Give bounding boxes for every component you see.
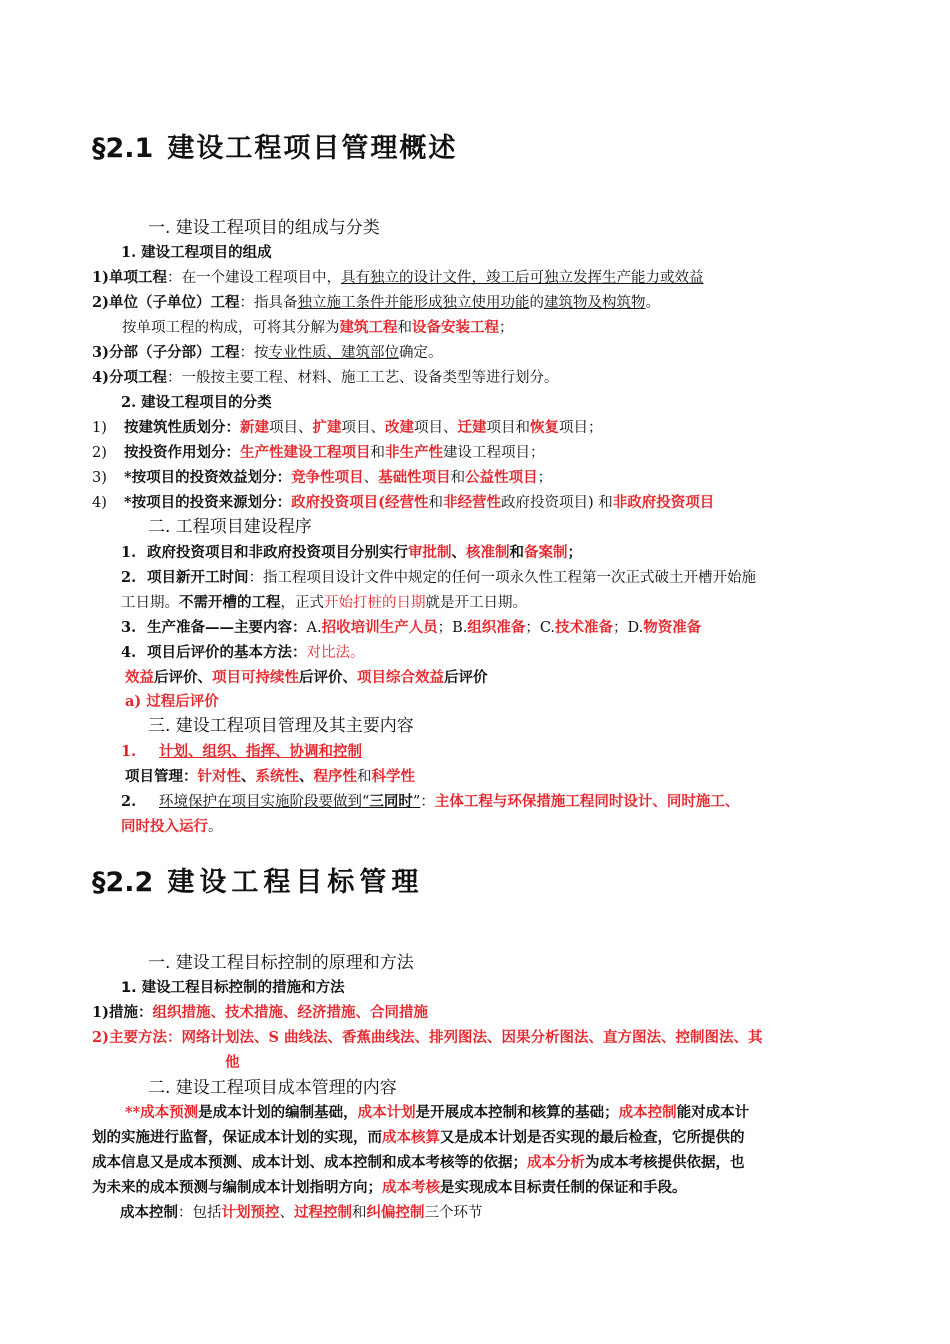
line-single-project [92, 268, 703, 288]
text: 是实现成本目标责任制的保证和手段。 [440, 1179, 687, 1196]
text: ：在一个建设工程项目中， [166, 270, 341, 286]
highlight: 针对性 [197, 768, 241, 785]
text: ：一般按主要工程、材料、施工工艺、设备类型等进行划分。 [166, 370, 559, 386]
line-decomposition [122, 318, 514, 338]
term-label: 4)分项工程 [92, 369, 167, 386]
highlight: 成本分析 [527, 1154, 585, 1171]
heading-composition-classification: 一. 建设工程项目的组成与分类 [148, 218, 380, 238]
term-label: 1)单项工程 [92, 269, 167, 286]
heading-cost-management: 二. 建设工程项目成本管理的内容 [148, 1078, 397, 1098]
text: 。 [208, 819, 223, 835]
text: ：包括 [178, 1205, 222, 1221]
highlight: 程序性 [313, 768, 357, 785]
heading-project-management: 三. 建设工程项目管理及其主要内容 [148, 716, 414, 736]
highlight: 迁建 [457, 419, 487, 436]
highlight: 项目综合效益 [357, 669, 444, 686]
highlight: 开始打桩的日期 [324, 595, 426, 611]
line-classify-nature [92, 418, 603, 438]
text: 、 [451, 544, 466, 561]
highlight: 非生产性 [385, 444, 443, 461]
line-production-prep [121, 618, 701, 638]
section-2-2-title [92, 866, 423, 900]
highlight: 公益性项目 [465, 469, 538, 486]
line-division-project [92, 343, 442, 363]
term-label: *按项目的投资来源划分： [124, 494, 292, 511]
text: 后评价 [444, 669, 488, 686]
subheading-classification: 2. 建设工程项目的分类 [121, 394, 272, 411]
list-number: 2) [92, 445, 107, 461]
text: ： [420, 794, 435, 810]
highlight: 扩建 [312, 419, 342, 436]
heading-construction-procedure: 二. 工程项目建设程序 [148, 517, 312, 537]
text: ；B. [437, 620, 468, 636]
text: 和 [357, 769, 372, 785]
list-number: 4) [92, 495, 107, 511]
section-2-1-title [92, 132, 457, 166]
text: 为未来的成本预测与编制成本计划指明方向； [92, 1179, 382, 1196]
highlight: 网络计划法、S 曲线法、香蕉曲线法、排列图法、因果分析图法、直方图法、控制图法、其 [181, 1029, 763, 1046]
term-label: 2)主要方法： [92, 1029, 182, 1046]
text: A. [306, 620, 322, 636]
underlined-text: 具有独立的设计文件，竣工后可独立发挥生产能力或效益 [340, 270, 704, 286]
highlight: 生产性建设工程项目 [240, 444, 371, 461]
text: 项目、 [414, 420, 458, 436]
highlight: **成本预测 [125, 1104, 199, 1121]
list-number: 1. [121, 544, 137, 561]
line-three-simultaneous-cont [121, 817, 223, 837]
term-label: 按投资作用划分： [124, 444, 240, 461]
text: 后评价、 [154, 669, 212, 686]
highlight: 纠偏控制 [366, 1204, 425, 1221]
highlight: 技术准备 [555, 619, 614, 636]
list-number: 3) [92, 470, 107, 486]
line-classify-source [92, 493, 714, 513]
term-label: 项目管理： [125, 768, 198, 785]
term-label: 项目后评价的基本方法： [147, 644, 307, 661]
underlined-text: ” [412, 794, 421, 810]
text: 就是开工日期。 [425, 595, 527, 611]
highlight: 计划预控 [221, 1204, 280, 1221]
text: 三个环节 [424, 1205, 483, 1221]
term-label: *按项目的投资效益划分： [124, 469, 292, 486]
highlight: 对比法。 [306, 645, 365, 661]
highlight: 系统性 [255, 768, 299, 785]
text: 是开展成本控制和核算的基础； [415, 1104, 619, 1121]
term-label: 不需开槽的工程 [179, 594, 281, 611]
line-classify-investment-use [92, 443, 545, 463]
list-number: 1. [121, 743, 137, 760]
highlight: 改建 [385, 419, 414, 436]
highlight: 非政府投资项目 [612, 494, 715, 511]
text: 项目、 [269, 420, 313, 436]
text: 按单项工程的构成，可将其分解为 [122, 320, 340, 336]
term-label: 按建筑性质划分： [124, 419, 240, 436]
text: 政府投资项目和非政府投资项目分别实行 [147, 544, 408, 561]
line-main-methods [92, 1028, 762, 1048]
underlined-text: 建筑物及构筑物 [543, 295, 646, 311]
para-cost-line-1 [125, 1103, 749, 1123]
text: ：指具备 [239, 295, 298, 311]
text: 划的实施进行监督，保证成本计划的实现，而 [92, 1129, 382, 1146]
subheading-control-measures: 1. 建设工程目标控制的措施和方法 [121, 980, 345, 996]
text: 、 [363, 470, 379, 486]
para-cost-line-3 [92, 1153, 745, 1173]
text: ；D. [613, 620, 644, 636]
highlight: 新建 [240, 419, 269, 436]
text: 政府投资项目) 和 [500, 495, 613, 511]
line-cost-control [120, 1203, 483, 1223]
text: 为成本考核提供依据，也 [585, 1154, 745, 1171]
highlight: 成本考核 [382, 1179, 440, 1196]
highlight: 竞争性项目 [291, 469, 364, 486]
line-classify-benefit [92, 468, 552, 488]
text: ； [499, 320, 514, 336]
highlight: 基础性项目 [378, 469, 451, 486]
line-approval-system [121, 543, 582, 563]
text: 项目； [559, 420, 603, 436]
text: ：指工程项目设计文件中规定的任何一项永久性工程第一次正式破土开槽开始施 [248, 570, 756, 586]
highlight: 设备安装工程 [412, 319, 499, 336]
highlight: 过程控制 [294, 1204, 352, 1221]
section-number: §2.1 [92, 133, 154, 164]
term-label: 2)单位（子单位）工程 [92, 294, 240, 311]
highlight: 同时投入运行 [121, 818, 208, 835]
list-number: 2. [121, 793, 137, 810]
line-measures [92, 1003, 428, 1023]
highlight: 组织准备 [467, 619, 526, 636]
text: 项目和 [486, 420, 530, 436]
text: 和 [509, 544, 524, 561]
list-number: 2. [121, 569, 137, 586]
text: 又是成本计划是否实现的最后检查，它所提供的 [440, 1129, 745, 1146]
term-label: 生产准备——主要内容： [147, 619, 307, 636]
line-main-methods-cont: 他 [225, 1054, 240, 1071]
text: 和 [397, 320, 412, 336]
section-title-text: 建设工程项目管理概述 [167, 133, 458, 164]
highlight: 审批制 [408, 544, 452, 561]
term-label: 1)措施： [92, 1004, 153, 1021]
text: 和 [370, 445, 385, 461]
line-start-time-cont [121, 593, 527, 613]
text: 、 [241, 768, 256, 785]
section-title-text: 建设工程目标管理 [167, 867, 424, 898]
text: ，正式 [280, 595, 324, 611]
highlight: 非经营性 [442, 494, 501, 511]
line-management-traits [125, 767, 415, 787]
highlight: 成本控制 [618, 1104, 677, 1121]
underlined-text: 专业性质、建筑部位 [268, 345, 399, 361]
term-label: 成本控制 [120, 1204, 178, 1221]
highlight: 恢复 [530, 419, 559, 436]
highlight: 成本核算 [382, 1129, 440, 1146]
highlight: 计划、组织、指挥、协调和控制 [159, 743, 362, 760]
list-number: 3. [121, 619, 137, 636]
text: 。 [645, 295, 660, 311]
highlight: 项目可持续性 [212, 669, 299, 686]
highlight: 科学性 [371, 768, 415, 785]
section-number: §2.2 [92, 867, 154, 898]
highlight: 政府投资项目(经营性 [291, 494, 429, 511]
highlight: 核准制 [466, 544, 510, 561]
list-number: 1) [92, 420, 107, 436]
text: 项目、 [341, 420, 385, 436]
para-cost-line-2 [92, 1128, 745, 1148]
highlight: 成本计划 [357, 1104, 416, 1121]
line-management-functions [121, 742, 362, 762]
underlined-text: 环境保护在项目实施阶段要做到“ [159, 794, 370, 810]
term-label: 3)分部（子分部）工程 [92, 344, 240, 361]
highlight: 组织措施、技术措施、经济措施、合同措施 [152, 1004, 428, 1021]
text: 、 [279, 1205, 294, 1221]
text: 建设工程项目； [443, 445, 545, 461]
text: 能对成本计 [676, 1104, 750, 1121]
line-subitem-project [92, 368, 558, 388]
text: 的 [529, 295, 544, 311]
text: 是成本计划的编制基础， [198, 1104, 358, 1121]
term-label: 三同时 [369, 793, 413, 810]
line-start-time [121, 568, 756, 588]
highlight: 建筑工程 [339, 319, 398, 336]
text: 工日期。 [121, 595, 179, 611]
highlight: 主体工程与环保措施工程同时设计、同时施工、 [434, 793, 740, 810]
underlined-text: 独立施工条件并能形成独立使用功能 [297, 295, 530, 311]
highlight: 备案制 [524, 544, 568, 561]
subheading-composition: 1. 建设工程项目的组成 [121, 244, 272, 261]
line-unit-project [92, 293, 660, 313]
text: 、 [299, 768, 314, 785]
text: 成本信息又是成本预测、成本计划、成本控制和成本考核等的依据； [92, 1154, 527, 1171]
para-cost-line-4 [92, 1178, 687, 1198]
text: 和 [450, 470, 466, 486]
highlight: 物资准备 [643, 619, 702, 636]
text: ； [567, 544, 582, 561]
line-three-simultaneous [121, 792, 739, 812]
heading-target-control: 一. 建设工程目标控制的原理和方法 [148, 953, 414, 973]
text: 和 [352, 1205, 367, 1221]
line-evaluation-types [125, 668, 488, 688]
highlight: 招收培训生产人员 [321, 619, 438, 636]
text: ：按 [239, 345, 269, 361]
text: ；C. [525, 620, 556, 636]
term-label: 项目新开工时间 [147, 569, 249, 586]
highlight: 效益 [125, 669, 154, 686]
text: 确定。 [398, 345, 443, 361]
text: 后评价、 [299, 669, 357, 686]
line-post-evaluation [121, 643, 365, 663]
line-process-evaluation: a) 过程后评价 [125, 693, 219, 710]
list-number: 4. [121, 644, 137, 661]
text: 和 [428, 495, 443, 511]
text: ； [537, 470, 553, 486]
